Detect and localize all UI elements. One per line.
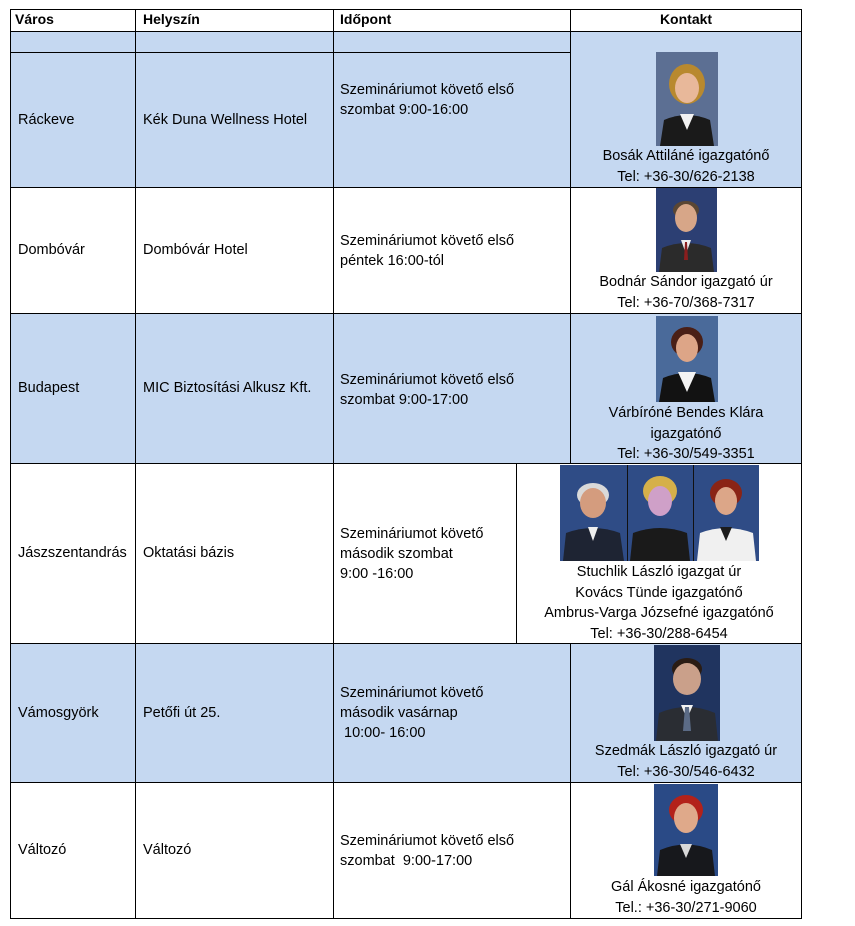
- contact-line: Tel: +36-30/288-6454: [590, 625, 728, 642]
- header-time: Időpont: [340, 11, 392, 27]
- contact-photo: [656, 52, 718, 146]
- rule: [570, 9, 571, 464]
- contact-line: Gál Ákosné igazgatónő: [611, 879, 761, 895]
- time-line: szombat 9:00-17:00: [340, 853, 473, 869]
- contact-photo: [656, 188, 717, 272]
- cell-city: Vámosgyörk: [18, 704, 99, 721]
- time-line: Szemináriumot követő első: [340, 372, 515, 388]
- portrait-woman-blonde-icon: [656, 52, 718, 146]
- portrait-woman-redhair-icon: [654, 784, 718, 876]
- cell-venue: Petőfi út 25.: [143, 704, 221, 721]
- time-line: Szemináriumot követő: [340, 685, 484, 701]
- rule: [10, 9, 11, 919]
- contact-line: Kovács Tünde igazgatónő: [575, 584, 743, 601]
- rule: [333, 9, 334, 919]
- portrait-group-three-icon: [560, 465, 759, 561]
- contact-info: [571, 272, 801, 313]
- header-contact: Kontakt: [659, 11, 713, 27]
- time-line: Szemináriumot követő első: [340, 82, 515, 98]
- cell-venue: Változó: [143, 842, 192, 858]
- contact-line: Ambrus-Varga Józsefné igazgatónő: [544, 605, 774, 621]
- contact-line: Tel: +36-70/368-7317: [617, 294, 755, 311]
- contact-photo: [654, 784, 718, 876]
- contact-line: Várbíróné Bendes Klára: [608, 405, 764, 421]
- rule: [10, 31, 802, 32]
- contact-line: igazgatónő: [650, 425, 722, 442]
- time-line: péntek 16:00-tól: [340, 253, 444, 269]
- contact-info: [571, 741, 801, 782]
- contact-info: [517, 562, 801, 644]
- cell-venue: MIC Biztosítási Alkusz Kft.: [143, 380, 312, 396]
- portrait-woman-darkhair-icon: [656, 316, 718, 402]
- contact-line: Tel: +36-30/626-2138: [617, 168, 755, 185]
- time-line: szombat 9:00-17:00: [340, 392, 469, 408]
- contact-line: Tel: +36-30/549-3351: [617, 446, 755, 462]
- portrait-man-tie-icon: [654, 645, 720, 741]
- contact-info: [571, 877, 801, 918]
- time-line: Szemináriumot követő: [340, 526, 484, 542]
- contact-photo-group: [560, 465, 759, 561]
- header-venue: Helyszín: [143, 11, 200, 27]
- cell-time: [340, 231, 514, 271]
- cell-city: Dombóvár: [18, 242, 85, 258]
- time-line: 9:00 -16:00: [340, 566, 414, 582]
- contact-line: Bosák Attiláné igazgatónő: [602, 148, 770, 164]
- cell-city: Változó: [18, 842, 67, 858]
- time-line: Szemináriumot követő első: [340, 833, 515, 849]
- rule: [10, 918, 802, 919]
- time-line: szombat 9:00-16:00: [340, 102, 469, 118]
- cell-venue: Kék Duna Wellness Hotel: [143, 111, 308, 128]
- cell-venue: Dombóvár Hotel: [143, 242, 248, 258]
- cell-time: [340, 831, 514, 871]
- contact-line: Tel.: +36-30/271-9060: [615, 899, 757, 916]
- cell-time: [340, 80, 514, 120]
- contact-line: Tel: +36-30/546-6432: [617, 763, 755, 780]
- cell-time: [340, 370, 514, 410]
- header-city: Város: [15, 11, 54, 27]
- rule: [801, 9, 802, 919]
- rule: [135, 9, 136, 919]
- contact-line: Szedmák László igazgató úr: [594, 743, 778, 759]
- contact-photo: [656, 316, 718, 402]
- cell-city: Jászszentandrás: [18, 545, 127, 561]
- cell-city: Ráckeve: [18, 111, 75, 128]
- contact-line: Stuchlik László igazgat úr: [576, 564, 742, 580]
- contact-info: [571, 146, 801, 187]
- rule: [10, 782, 802, 783]
- rule: [10, 313, 802, 314]
- contact-photo: [654, 645, 720, 741]
- rule: [10, 9, 802, 10]
- time-line: második vasárnap: [340, 705, 458, 721]
- contact-line: Bodnár Sándor igazgató úr: [599, 274, 773, 290]
- cell-city: Budapest: [18, 380, 80, 396]
- contact-info: [571, 403, 801, 465]
- portrait-man-suit-icon: [656, 188, 717, 272]
- cell-time: [340, 683, 483, 743]
- time-line: második szombat: [340, 546, 453, 562]
- cell-time: [340, 524, 483, 584]
- time-line: 10:00- 16:00: [340, 725, 426, 741]
- cell-venue: Oktatási bázis: [143, 545, 235, 561]
- time-line: Szemináriumot követő első: [340, 233, 515, 249]
